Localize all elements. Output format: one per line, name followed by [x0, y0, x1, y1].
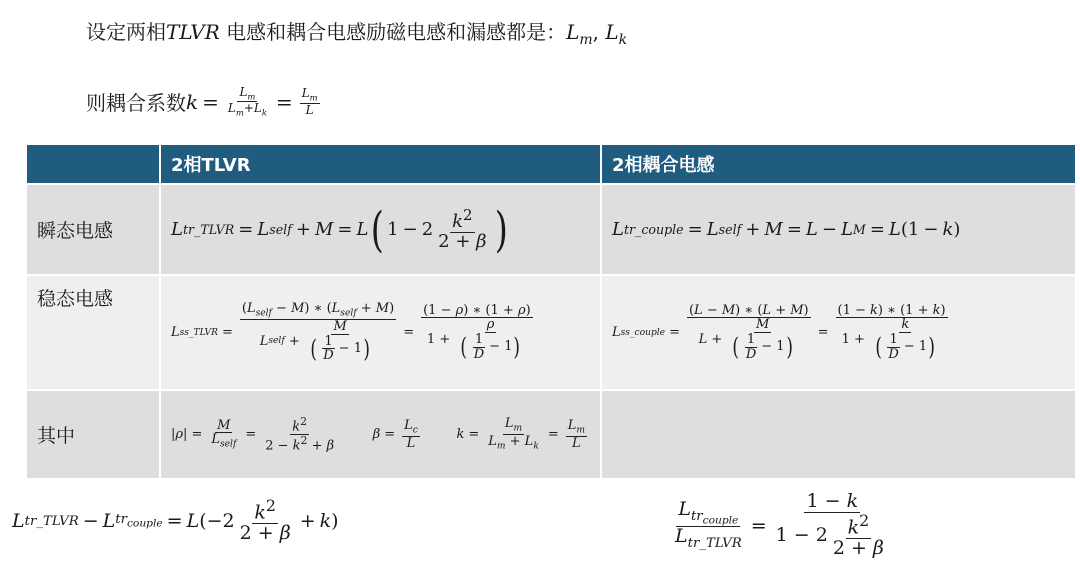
formula-ratio: $\frac{L_{tr_{couple}}}{L_{tr\_TLVR}}$ = 1 − k 1 − 2 $\frac{k^2}{2 + \beta}$ [675, 490, 884, 560]
intro-line1-rest: 电感和耦合电感励磁电感和漏感都是： [219, 20, 567, 44]
formula-tr-couple: L tr_couple = L self + M = L − L M = L (1 − k ) [602, 185, 1075, 274]
header-empty [27, 145, 159, 183]
intro-line1-math: $L_m$, $L_k$ [566, 20, 628, 48]
comparison-table [27, 145, 1071, 472]
formula-ss-tlvr: L ss_TLVR = $(L_{self} - M)$ ∗ $(L_{self} + M)$ L self + M ( $\frac{1}{D}$ − 1 ) = (1 − ρ) ∗ (1 + ρ) 1 + ρ ( $\frac{1}{D}$ − 1 ) [161, 276, 600, 389]
frac-lm-over-lm-lk: $\frac{L_m}{L_m+L_k}$ [227, 85, 267, 118]
formula-difference: L tr_TLVR − L $tr_{couple}$ = L (−2 $\frac{k^2}{2 + \beta}$ + k ) [12, 496, 339, 545]
row-where-label: 其中 [27, 391, 159, 478]
intro-line-1 [86, 16, 627, 48]
intro-line1-var: TLVR [166, 20, 220, 44]
formula-tr-tlvr: L tr_TLVR = L self + M = L ( 1 − 2 $\frac{k^2}{2 + \beta}$ ) [161, 185, 600, 274]
intro-line-2 [86, 86, 323, 117]
row-steady-label: 稳态电感 [27, 276, 159, 389]
formula-ss-couple: L ss_couple = (L − M) ∗ (L + M) L + M ( $\frac{1}{D}$ − 1 ) = (1 − k) ∗ (1 + k) 1 + k ( $\frac{1}{D}$ − 1 ) [602, 276, 1075, 389]
header-coupled: 2相耦合电感 [602, 145, 1075, 183]
empty-cell [602, 391, 1075, 478]
frac-lm-over-l: $\frac{L_m}{L}$ [301, 86, 318, 117]
row-transient-label: 瞬态电感 [27, 185, 159, 274]
intro-line1-text: 设定两相 [86, 20, 166, 44]
header-tlvr: 2相TLVR [161, 145, 600, 183]
coupling-formula: k = $\frac{L_m}{L_m+L_k}$ = $\frac{L_m}{L}$ [186, 85, 318, 118]
formula-definitions: | ρ | = $\frac{M}{L_{self}}$ = $\frac{k^2}{2 - k^2 + \beta}$ β = $\frac{L_c}{L}$ k = $\frac{L_m}{L_m + L_k}$ = $\frac{L_m}{L}$ [161, 391, 600, 478]
intro-line2-text: 则耦合系数 [86, 91, 186, 116]
